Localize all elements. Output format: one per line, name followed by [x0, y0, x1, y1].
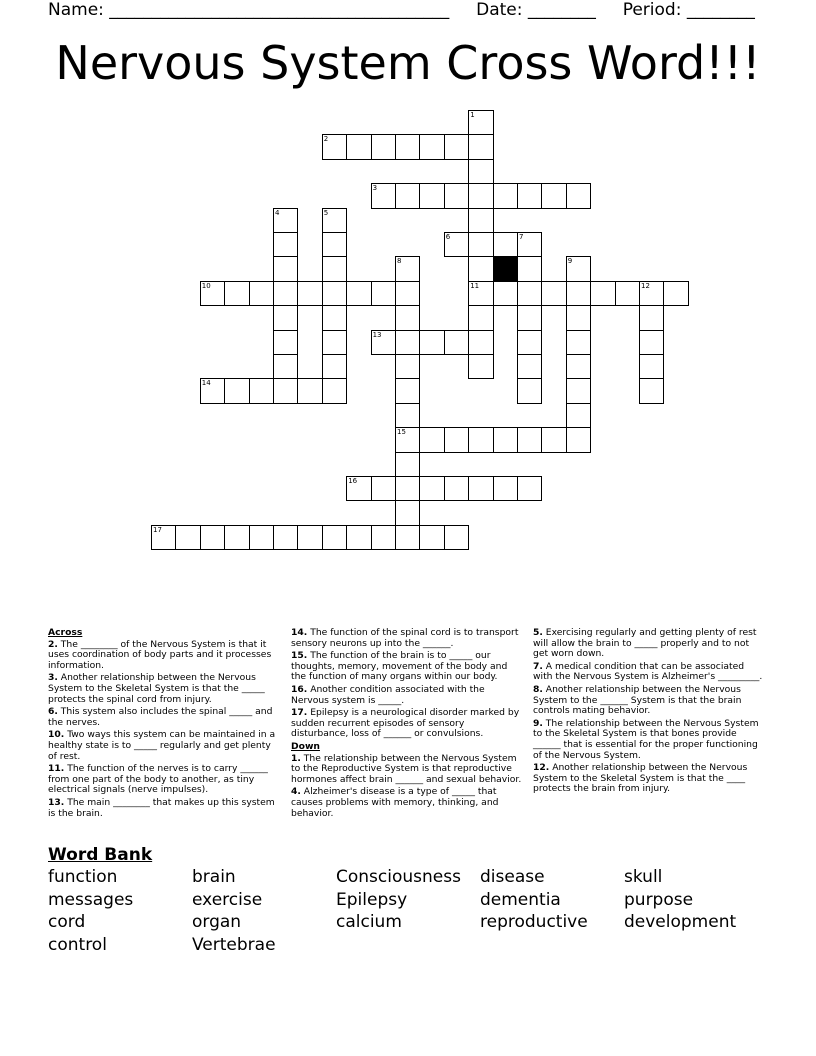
crossword-cell[interactable]: [517, 354, 542, 379]
clue-text: The function of the brain is to _____ our thoughts, memory, movement of the body and the function of many organs within our body.: [291, 650, 508, 683]
crossword-black-cell: [493, 256, 518, 281]
crossword-cell[interactable]: [395, 525, 420, 550]
clue-number: 14: [201, 379, 211, 388]
clue-text: Exercising regularly and getting plenty of rest will allow the brain to _____ properly and to not get worn down.: [533, 627, 757, 660]
name-field-label[interactable]: Name: ________________________________________: [48, 0, 450, 20]
clue-num: 11.: [48, 763, 65, 775]
down-clue-list-2: [533, 628, 765, 795]
crossword-cell[interactable]: [541, 183, 566, 208]
crossword-cell[interactable]: [566, 354, 591, 379]
crossword-cell[interactable]: [322, 378, 347, 403]
clue-text: The main ________ that makes up this system is the brain.: [48, 796, 275, 819]
crossword-cell[interactable]: [468, 208, 493, 233]
clue-number: 5: [323, 208, 329, 217]
word-bank-word: Epilepsy: [336, 889, 408, 910]
crossword-cell[interactable]: [273, 330, 298, 355]
word-bank-word: reproductive: [480, 912, 588, 933]
clue-text: Another relationship between the Nervous System to the Skeletal System is that the ____ protects the brain from injury.: [533, 762, 748, 795]
crossword-cell[interactable]: [395, 452, 420, 477]
crossword-cell[interactable]: [468, 256, 493, 281]
crossword-cell[interactable]: [493, 427, 518, 452]
crossword-cell[interactable]: [444, 134, 469, 159]
crossword-cell[interactable]: [346, 134, 371, 159]
crossword-cell[interactable]: [468, 232, 493, 257]
clue-text: The relationship between the Nervous System to the Reproductive System is that reproductive hormones affect brain ______ and sexual behavior.: [291, 752, 522, 785]
clue-num: 13.: [48, 796, 65, 808]
crossword-cell[interactable]: [297, 378, 322, 403]
crossword-cell[interactable]: [468, 134, 493, 159]
crossword-cell[interactable]: [395, 330, 420, 355]
period-field-label[interactable]: Period: ________: [622, 0, 755, 20]
crossword-cell[interactable]: [395, 500, 420, 525]
across-clue-list-1: [48, 640, 276, 820]
clue-number: 6: [445, 233, 451, 241]
clues-column-2: [291, 628, 523, 821]
crossword-cell[interactable]: [419, 427, 444, 452]
crossword-cell[interactable]: [566, 378, 591, 403]
clue-item: [533, 763, 765, 795]
crossword-cell[interactable]: [395, 305, 420, 330]
clue-num: 8.: [533, 683, 543, 695]
clue-text: Another relationship between the Nervous System to the ______ System is that the brain controls mating behavior.: [533, 683, 742, 717]
clue-number: 1: [470, 111, 475, 119]
clue-number: 7: [519, 233, 524, 241]
clue-item: [291, 708, 523, 740]
crossword-cell[interactable]: [249, 378, 274, 403]
crossword-cell[interactable]: [493, 183, 518, 208]
clue-number: 4: [275, 208, 280, 217]
across-clue-list-2: [291, 628, 523, 740]
word-bank-word: skull: [624, 867, 663, 887]
crossword-cell[interactable]: [395, 134, 420, 159]
crossword-cell[interactable]: [444, 476, 469, 501]
clue-item: [291, 754, 523, 786]
clue-item: [48, 764, 276, 796]
crossword-cell[interactable]: [517, 476, 542, 501]
clue-text: Another relationship between the Nervous System to the Skeletal System is that the _____ protects the spinal cord from injury.: [48, 672, 265, 705]
clue-text: The function of the nerves is to carry ______ from one part of the body to another, as tiny electrical signals (nerve impulses).: [48, 763, 268, 796]
word-bank-word: Consciousness: [336, 867, 461, 887]
clue-number: 16: [348, 477, 358, 485]
across-heading: Across: [48, 627, 83, 638]
clue-number: 10: [201, 281, 211, 290]
clue-num: 5.: [533, 627, 543, 638]
crossword-cell[interactable]: [517, 330, 542, 355]
crossword-cell[interactable]: [371, 134, 396, 159]
crossword-cell[interactable]: [639, 305, 664, 330]
crossword-cell[interactable]: [371, 525, 396, 550]
crossword-cell[interactable]: [517, 256, 542, 281]
crossword-cell[interactable]: [468, 183, 493, 208]
crossword-cell[interactable]: [395, 378, 420, 403]
crossword-cell[interactable]: [468, 476, 493, 501]
clue-text: The relationship between the Nervous System to the Skeletal System is that bones provide ______ that is essential for the proper functioning of the Nervous System.: [533, 717, 759, 761]
date-field-label[interactable]: Date: ________: [476, 0, 596, 20]
clue-text: The function of the spinal cord is to transport sensory neurons up into the ______.: [291, 627, 519, 649]
crossword-cell[interactable]: [346, 281, 371, 306]
crossword-cell[interactable]: [249, 281, 274, 306]
clue-item: [291, 628, 523, 649]
word-bank-word: disease: [480, 867, 545, 887]
crossword-cell[interactable]: [566, 305, 591, 330]
clue-number: 2: [323, 135, 329, 144]
clue-number: 9: [567, 257, 573, 266]
word-bank-word: Vertebrae: [192, 935, 276, 956]
crossword-cell[interactable]: [566, 330, 591, 355]
crossword-cell[interactable]: [566, 183, 591, 208]
word-bank-word: exercise: [192, 889, 263, 910]
crossword-cell[interactable]: [493, 281, 518, 306]
clue-number: 11: [470, 281, 480, 290]
clue-item: [48, 640, 276, 672]
word-bank-word: calcium: [336, 912, 402, 933]
crossword-cell[interactable]: [322, 256, 347, 281]
crossword-cell[interactable]: [468, 305, 493, 330]
crossword-cell[interactable]: [444, 525, 469, 550]
crossword-cell[interactable]: [541, 427, 566, 452]
crossword-cell[interactable]: [249, 525, 274, 550]
crossword-cell[interactable]: [517, 427, 542, 452]
crossword-cell[interactable]: [273, 525, 298, 550]
crossword-cell[interactable]: [371, 281, 396, 306]
crossword-cell[interactable]: [224, 525, 249, 550]
crossword-cell[interactable]: [273, 256, 298, 281]
crossword-cell[interactable]: [566, 403, 591, 428]
crossword-cell[interactable]: [224, 378, 249, 403]
crossword-cell[interactable]: [322, 354, 347, 379]
crossword-cell[interactable]: [468, 159, 493, 184]
crossword-cell[interactable]: [444, 330, 469, 355]
crossword-cell[interactable]: [444, 427, 469, 452]
clue-number: 12: [641, 281, 650, 290]
clue-item: [48, 673, 276, 705]
clue-item: [48, 730, 276, 762]
crossword-cell[interactable]: [273, 378, 298, 403]
clue-text: A medical condition that can be associated with the Nervous System is Alzheimer's _________.: [533, 660, 763, 683]
crossword-cell[interactable]: [419, 134, 444, 159]
clue-text: Alzheimer's disease is a type of _____ that causes problems with memory, thinking, and behavior.: [291, 786, 499, 819]
word-bank-word: purpose: [624, 889, 694, 910]
clue-text: This system also includes the spinal _____ and the nerves.: [48, 706, 273, 728]
crossword-cell[interactable]: [419, 183, 444, 208]
clue-item: [48, 707, 276, 728]
word-bank-word: cord: [48, 912, 86, 933]
crossword-cell[interactable]: [395, 476, 420, 501]
clue-number: 17: [153, 525, 162, 534]
clue-number: 3: [372, 184, 378, 193]
clue-text: Two ways this system can be maintained in a healthy state is to _____ regularly and get plenty of rest.: [48, 729, 276, 762]
crossword-cell[interactable]: [517, 378, 542, 403]
crossword-cell[interactable]: [639, 330, 664, 355]
crossword-cell[interactable]: [639, 378, 664, 403]
clues-column-1: [48, 628, 276, 821]
crossword-cell[interactable]: [419, 525, 444, 550]
clue-number: 8: [397, 257, 402, 266]
clue-text: The ________ of the Nervous System is that it uses coordination of body parts and it processes information.: [48, 638, 272, 671]
crossword-cell[interactable]: [517, 281, 542, 306]
clue-num: 1.: [291, 752, 301, 764]
clue-item: [291, 787, 523, 819]
crossword-cell[interactable]: [639, 354, 664, 379]
crossword-cell[interactable]: [322, 525, 347, 550]
crossword-cell[interactable]: [590, 281, 615, 306]
clue-item: [533, 719, 765, 761]
clue-num: 4.: [291, 786, 301, 798]
clue-num: 7.: [533, 660, 543, 672]
crossword-cell[interactable]: [615, 281, 640, 306]
word-bank-word: messages: [48, 889, 134, 910]
crossword-cell[interactable]: [322, 281, 347, 306]
clue-item: [533, 662, 765, 683]
down-clue-list-1: [291, 754, 523, 820]
crossword-cell[interactable]: [273, 232, 298, 257]
clue-num: 10.: [48, 729, 65, 741]
clue-num: 9.: [533, 717, 543, 729]
crossword-cell[interactable]: [297, 281, 322, 306]
clue-num: 17.: [291, 707, 308, 719]
crossword-cell[interactable]: [322, 330, 347, 355]
crossword-cell[interactable]: [541, 281, 566, 306]
crossword-cell[interactable]: [395, 403, 420, 428]
crossword-cell[interactable]: [322, 232, 347, 257]
crossword-cell[interactable]: [395, 354, 420, 379]
clues-column-3: [533, 628, 765, 797]
crossword-cell[interactable]: [566, 281, 591, 306]
crossword-cell[interactable]: [493, 232, 518, 257]
crossword-cell[interactable]: [371, 476, 396, 501]
word-bank-word: dementia: [480, 889, 561, 910]
clue-num: 14.: [291, 627, 308, 638]
clue-num: 2.: [48, 638, 58, 650]
crossword-cell[interactable]: [419, 330, 444, 355]
crossword-cell[interactable]: [468, 330, 493, 355]
crossword-cell[interactable]: [346, 525, 371, 550]
crossword-cell[interactable]: [663, 281, 688, 306]
crossword-cell[interactable]: [200, 525, 225, 550]
clue-item: [291, 685, 523, 706]
crossword-cell[interactable]: [517, 305, 542, 330]
clue-num: 15.: [291, 650, 308, 662]
down-heading: Down: [291, 740, 320, 752]
crossword-cell[interactable]: [395, 281, 420, 306]
crossword-cell[interactable]: [273, 354, 298, 379]
clue-item: [533, 628, 765, 660]
clue-num: 3.: [48, 672, 58, 684]
clue-number: 15: [397, 428, 406, 437]
clue-text: Another condition associated with the Nervous system is _____.: [291, 683, 485, 706]
crossword-cell[interactable]: [419, 476, 444, 501]
crossword-cell[interactable]: [566, 427, 591, 452]
clue-item: [48, 798, 276, 819]
page-title: Nervous System Cross Word!!!: [55, 36, 761, 90]
word-bank-word: control: [48, 935, 107, 956]
crossword-cell[interactable]: [175, 525, 200, 550]
word-bank-word: organ: [192, 912, 242, 933]
clue-item: [533, 685, 765, 717]
word-bank-word: function: [48, 867, 118, 887]
crossword-cell[interactable]: [493, 476, 518, 501]
crossword-cell[interactable]: [517, 183, 542, 208]
crossword-cell[interactable]: [444, 183, 469, 208]
crossword-cell[interactable]: [224, 281, 249, 306]
crossword-cell[interactable]: [395, 183, 420, 208]
clue-item: [291, 651, 523, 683]
crossword-cell[interactable]: [468, 427, 493, 452]
clue-num: 6.: [48, 706, 58, 718]
crossword-cell[interactable]: [322, 305, 347, 330]
word-bank-word: brain: [192, 867, 236, 887]
crossword-cell[interactable]: [297, 525, 322, 550]
word-bank-title: Word Bank: [48, 845, 153, 865]
clue-num: 12.: [533, 762, 550, 774]
crossword-cell[interactable]: [273, 305, 298, 330]
crossword-cell[interactable]: [468, 354, 493, 379]
crossword-cell[interactable]: [273, 281, 298, 306]
clue-number: 13: [372, 330, 382, 339]
clue-text: Epilepsy is a neurological disorder marked by sudden recurrent episodes of sensory disturbance, loss of ______ or convulsions.: [291, 707, 520, 740]
clue-num: 16.: [291, 683, 308, 695]
word-bank-word: development: [624, 912, 737, 933]
